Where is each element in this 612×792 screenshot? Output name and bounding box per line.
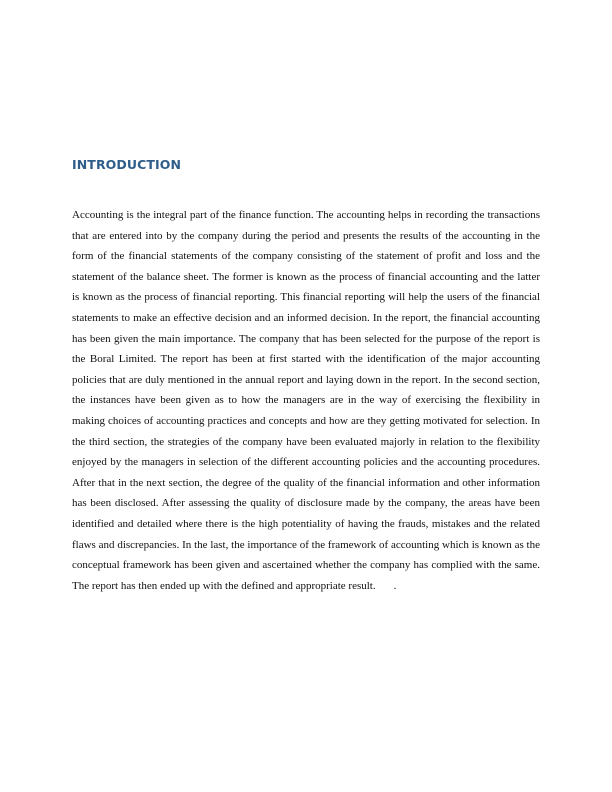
trailing-mark: . [393,579,397,592]
paragraph-text: Accounting is the integral part of the finance function. The accounting helps in recording the transactions that are entered into by the company during the period and presents the results of the accounting in the form of the financial statements of the company consisting of the statement of profit and loss and the statement of the balance sheet. The former is known as the process of financial accounting and the latter is known as the process of financial reporting. This financial reporting will help the users of the financial statements to make an effective decision and an informed decision. In the report, the financial accounting has been given the main importance. The company that has been selected for the purpose of the report is the Boral Limited. The report has been at first started with the identification of the major accounting policies that are duly mentioned in the annual report and laying down in the report. In the second section, the instances have been given as to how the managers are in the way of exercising the flexibility in making choices of accounting practices and concepts and how are they getting motivated for selection. In the third section, the strategies of the company have been evaluated majorly in relation to the flexibility enjoyed by the managers in selection of the different accounting policies and the accounting procedures. After that in the next section, the degree of the quality of the financial information and other information has been disclosed. After assessing the quality of disclosure made by the company, the areas have been identified and detailed where there is the high potentiality of having the frauds, mistakes and the related flaws and discrepancies. In the last, the importance of the framework of accounting which is known as the conceptual framework has been given and ascertained whether the company has complied with the same. The report has then ended up with the defined and appropriate result. [72,209,540,592]
section-heading: INTRODUCTION [72,157,182,172]
body-paragraph [72,205,540,596]
